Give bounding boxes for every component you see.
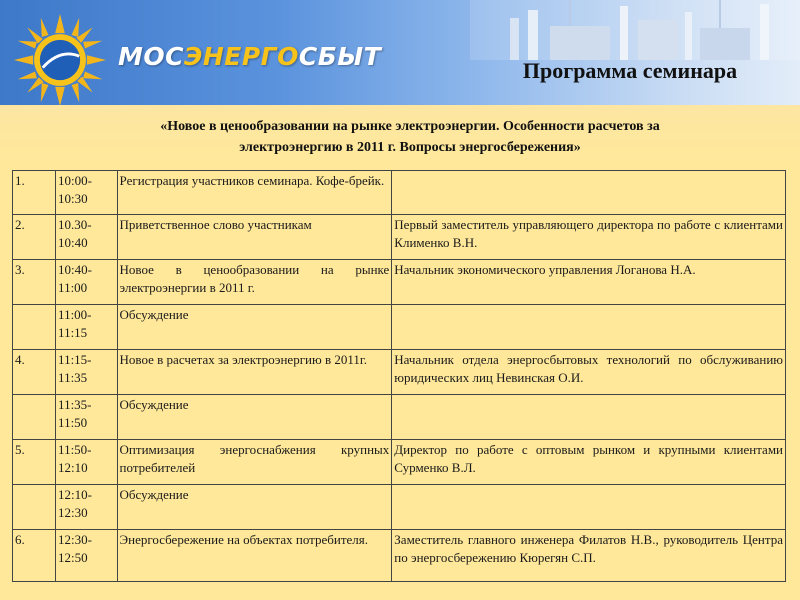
time-end: 11:15 (58, 325, 88, 340)
table-row (13, 530, 786, 582)
table-row (13, 485, 786, 530)
topic-cell: Приветственное слово участникам (117, 215, 392, 260)
power-plant-skyline-image (470, 0, 800, 60)
topic-cell: Регистрация участников семинара. Кофе-брейк. (117, 171, 392, 215)
time-cell (56, 350, 118, 395)
table-row (13, 171, 786, 215)
time-cell (56, 171, 118, 215)
row-number (13, 485, 56, 530)
row-number: 3. (13, 260, 56, 305)
topic-cell: Новое в ценообразовании на рынке электроэнергии в 2011 г. (117, 260, 392, 305)
speaker-cell: Начальник экономического управления Логанова Н.А. (392, 260, 786, 305)
speaker-cell (392, 395, 786, 440)
program-table-body (13, 171, 786, 582)
time-start: 12:10- (58, 487, 92, 502)
row-number: 2. (13, 215, 56, 260)
time-cell (56, 305, 118, 350)
program-table (12, 170, 786, 582)
page-title: Программа семинара (522, 58, 738, 83)
speaker-cell (392, 171, 786, 215)
time-start: 10:40- (58, 262, 92, 277)
table-row (13, 440, 786, 485)
time-cell (56, 485, 118, 530)
speaker-cell: Заместитель главного инженера Филатов Н.В., руководитель Центра по энергосбережению Кюрегян С.П. (392, 530, 786, 582)
row-number (13, 395, 56, 440)
brand-part-energo: ЭНЕРГО (183, 42, 299, 71)
time-end: 11:35 (58, 370, 88, 385)
table-row (13, 260, 786, 305)
speaker-cell: Первый заместитель управляющего директора по работе с клиентами Клименко В.Н. (392, 215, 786, 260)
row-number: 4. (13, 350, 56, 395)
time-end: 12:50 (58, 550, 88, 565)
time-end: 11:00 (58, 280, 88, 295)
brand-name (118, 42, 381, 71)
speaker-cell (392, 305, 786, 350)
time-end: 12:10 (58, 460, 88, 475)
time-start: 11:50- (58, 442, 92, 457)
speaker-cell (392, 485, 786, 530)
row-number: 6. (13, 530, 56, 582)
topic-cell: Обсуждение (117, 485, 392, 530)
time-cell (56, 440, 118, 485)
subtitle-line-1: «Новое в ценообразовании на рынке электроэнергии. Особенности расчетов за (160, 119, 660, 134)
topic-cell: Энергосбережение на объектах потребителя. (117, 530, 392, 582)
time-cell (56, 215, 118, 260)
row-number (13, 305, 56, 350)
time-cell (56, 260, 118, 305)
mosenergosbyt-logo-icon (12, 12, 108, 105)
time-start: 10:00- (58, 173, 92, 188)
time-start: 11:35- (58, 397, 92, 412)
row-number: 5. (13, 440, 56, 485)
time-end: 12:30 (58, 505, 88, 520)
time-cell (56, 530, 118, 582)
time-cell (56, 395, 118, 440)
header-banner (0, 0, 800, 105)
time-start: 11:00- (58, 307, 92, 322)
table-row (13, 305, 786, 350)
time-end: 10:40 (58, 235, 88, 250)
topic-cell: Новое в расчетах за электроэнергию в 2011г. (117, 350, 392, 395)
brand-part-mos: МОС (118, 42, 184, 71)
topic-cell: Обсуждение (117, 305, 392, 350)
subtitle-line-2: электроэнергию в 2011 г. Вопросы энергосбережения» (239, 140, 581, 155)
time-end: 10:30 (58, 191, 88, 206)
speaker-cell: Директор по работе с оптовым рынком и крупными клиентами Сурменко В.Л. (392, 440, 786, 485)
time-start: 12:30- (58, 532, 92, 547)
topic-cell: Обсуждение (117, 395, 392, 440)
seminar-subtitle (60, 116, 760, 158)
topic-cell: Оптимизация энергоснабжения крупных потребителей (117, 440, 392, 485)
time-start: 11:15- (58, 352, 92, 367)
speaker-cell: Начальник отдела энергосбытовых технологий по обслуживанию юридических лиц Невинская О.И. (392, 350, 786, 395)
time-end: 11:50 (58, 415, 88, 430)
brand-part-sbyt: СБЫТ (298, 42, 382, 71)
table-row (13, 215, 786, 260)
table-row (13, 350, 786, 395)
row-number: 1. (13, 171, 56, 215)
table-row (13, 395, 786, 440)
time-start: 10.30- (58, 217, 92, 232)
